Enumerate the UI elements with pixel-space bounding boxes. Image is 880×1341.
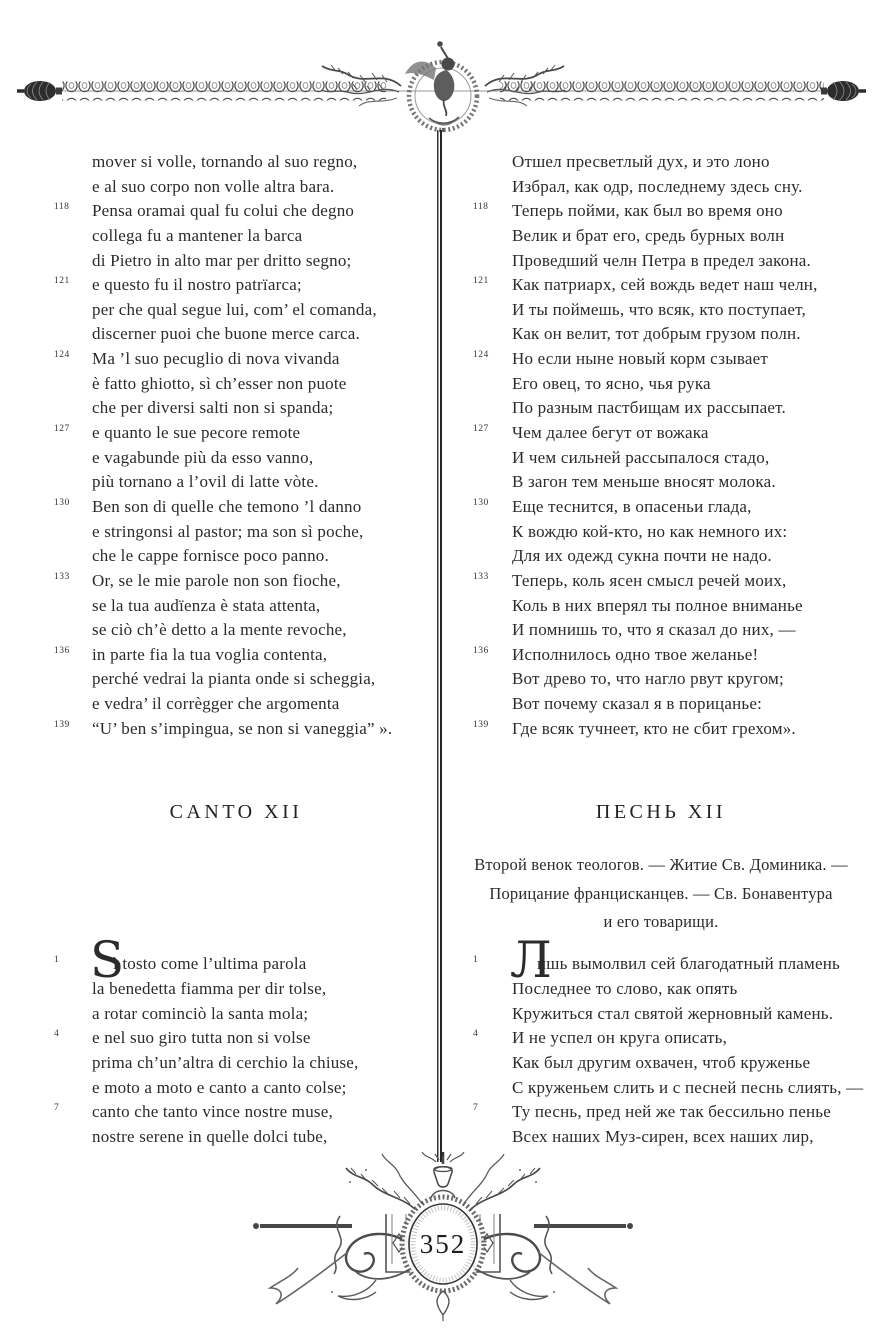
verse-line: [47, 520, 425, 545]
verse-text: Коль в них вперял ты полное вниманье: [512, 595, 803, 615]
verse-text: e vedra’ il corrègger che argomenta: [92, 694, 340, 714]
verse-line: [461, 249, 861, 274]
verse-line: [461, 199, 861, 224]
verse-line: [461, 396, 861, 421]
verse-text: se la tua audïenza è stata attenta,: [92, 595, 321, 615]
verse-line: [461, 667, 861, 692]
verse-line: [461, 446, 861, 471]
line-number: 1: [54, 955, 60, 966]
verse-text: Вот почему сказал я в порицанье:: [512, 694, 762, 714]
line-number: [47, 1076, 92, 1101]
line-number: [461, 618, 512, 643]
verse-line: [461, 569, 861, 594]
line-number: [47, 150, 92, 175]
verse-text: S ì tosto come l’ultima parola: [90, 931, 307, 990]
column-divider-rule: [437, 130, 442, 1162]
verse-text: più tornano a l’ovil di latte vòte.: [92, 472, 319, 492]
verse-text: И ты поймешь, что всяк, кто поступает,: [512, 299, 806, 319]
verse-text: Вот древо то, что нагло рвут кругом;: [512, 669, 784, 689]
line-number: [47, 520, 92, 545]
tailpiece-scrollwork: [253, 1154, 426, 1304]
line-number: 121: [473, 276, 489, 287]
drop-cap-initial: Л: [510, 931, 552, 990]
verse-text: se ciò ch’è detto a la mente revoche,: [92, 620, 347, 640]
header-ornament: [0, 0, 880, 134]
line-number: 133: [473, 571, 489, 582]
line-number: [47, 298, 92, 323]
verse-text: perché vedrai la pianta onde si scheggia,: [92, 669, 376, 689]
verse-text: Кружиться стал святой жерновный камень.: [512, 1003, 834, 1023]
verse-text: Л ишь вымолвил сей благодатный пламень: [510, 931, 841, 990]
verse-text: Велик и брат его, средь бурных волн: [512, 225, 785, 245]
verse-line: [461, 150, 861, 175]
finial-icon: [17, 81, 62, 101]
line-number: [461, 249, 512, 274]
verse-text: collega fu a mantener la barca: [92, 225, 303, 245]
line-number: [47, 1051, 92, 1076]
verse-line: [461, 692, 861, 717]
verse-block-canto12-start: [47, 931, 425, 1149]
verse-line: [461, 372, 861, 397]
verse-text: e vagabunde più da esso vanno,: [92, 447, 314, 467]
verse-text: la benedetta fiamma per dir tolse,: [92, 979, 327, 999]
verse-line: [461, 298, 861, 323]
verse-text: che per diversi salti non si spanda;: [92, 398, 334, 418]
verse-line: [47, 692, 425, 717]
verse-text: di Pietro in alto mar per dritto segno;: [92, 250, 352, 270]
verse-line: [47, 199, 425, 224]
line-number: 1: [473, 955, 479, 966]
verse-text: Избрал, как одр, последнему здесь сну.: [512, 176, 803, 196]
line-number: [47, 544, 92, 569]
verse-text: e moto a moto e canto a canto colse;: [92, 1077, 347, 1097]
line-number: [47, 1002, 92, 1027]
verse-line: [47, 224, 425, 249]
verse-text: e al suo corpo non volle altra bara.: [92, 176, 335, 196]
verse-line: [47, 273, 425, 298]
verse-text: Ben son di quelle che temono ’l danno: [92, 496, 362, 516]
verse-text: per che qual segue lui, com’ el comanda,: [92, 299, 377, 319]
verse-line: [47, 667, 425, 692]
verse-text: Ту песнь, пред ней же так бессильно пенье: [512, 1102, 831, 1122]
line-number: [461, 520, 512, 545]
verse-line: [461, 224, 861, 249]
verse-text: canto che tanto vince nostre muse,: [92, 1102, 333, 1122]
verse-line: [47, 1026, 425, 1051]
verse-text: Как патриарх, сей вождь ведет наш челн,: [512, 275, 818, 295]
verse-text: Последнее то слово, как опять: [512, 979, 738, 999]
verse-text: e nel suo giro tutta non si volse: [92, 1028, 311, 1048]
verse-block-pesn11-end: [461, 150, 861, 741]
verse-text: prima ch’un’altra di cerchio la chiuse,: [92, 1052, 359, 1072]
verse-line: [47, 594, 425, 619]
verse-line: [47, 175, 425, 200]
verse-line: [461, 421, 861, 446]
argument-spacer: [47, 851, 425, 937]
verse-line: [461, 544, 861, 569]
line-number: [47, 667, 92, 692]
line-number: [461, 322, 512, 347]
line-number: [47, 977, 92, 1002]
verse-text: Как он велит, тот добрым грузом полн.: [512, 324, 801, 344]
verse-text: Но если ныне новый корм сзывает: [512, 349, 768, 369]
line-number: 127: [54, 424, 70, 435]
verse-text: Еще теснится, в опасеньи глада,: [512, 496, 752, 516]
verse-text: К вождю кой-кто, но как немного их:: [512, 521, 788, 541]
verse-text: e questo fu il nostro patrïarca;: [92, 275, 302, 295]
verse-text: a rotar cominciò la santa mola;: [92, 1003, 309, 1023]
line-number: [461, 667, 512, 692]
verse-line: [47, 1002, 425, 1027]
verse-text: В загон тем меньше вносят молока.: [512, 472, 776, 492]
canto-heading-russian: ПЕСНЬ XII: [595, 801, 727, 824]
floral-cartouche-tailpiece-graphic: [180, 1152, 700, 1324]
line-number: [461, 1051, 512, 1076]
verse-line: [47, 544, 425, 569]
line-number: [461, 396, 512, 421]
line-number: [461, 692, 512, 717]
verse-line: [47, 1051, 425, 1076]
line-number: 136: [54, 645, 70, 656]
line-number: [461, 1125, 512, 1150]
line-number: 124: [473, 350, 489, 361]
line-number: [461, 544, 512, 569]
verse-text: è fatto ghiotto, sì ch’esser non puote: [92, 373, 347, 393]
line-number: [461, 446, 512, 471]
verse-line: [47, 618, 425, 643]
verse-line: [47, 421, 425, 446]
line-number: [461, 1002, 512, 1027]
verse-text: Pensa oramai qual fu colui che degno: [92, 201, 355, 221]
line-number: [461, 470, 512, 495]
verse-text: nostre serene in quelle dolci tube,: [92, 1126, 328, 1146]
page-number-cartouche: [402, 1191, 484, 1322]
verse-line: [461, 347, 861, 372]
verse-line: [47, 1100, 425, 1125]
verse-line: [47, 569, 425, 594]
verse-line: [47, 249, 425, 274]
line-number: 139: [473, 719, 489, 730]
canto-argument: [461, 851, 861, 937]
verse-line: [47, 396, 425, 421]
verse-line: [461, 1051, 861, 1076]
line-number: 139: [54, 719, 70, 730]
verse-block-canto11-end: [47, 150, 425, 741]
verse-text: Где всяк тучнеет, кто не сбит грехом».: [512, 718, 796, 738]
line-number: [47, 594, 92, 619]
verse-line: [47, 977, 425, 1002]
verse-line: [461, 643, 861, 668]
drop-cap-initial: S: [90, 931, 125, 990]
verse-line: [461, 1125, 861, 1150]
verse-text: Его овец, то ясно, чья рука: [512, 373, 711, 393]
footer-ornament: [180, 1152, 700, 1324]
rope-and-cherub-headpiece-graphic: [0, 0, 880, 134]
verse-line: [461, 1002, 861, 1027]
line-number: [47, 322, 92, 347]
line-number: 7: [54, 1103, 60, 1114]
verse-line: [47, 298, 425, 323]
verse-text: И помнишь то, что я сказал до них, —: [512, 620, 796, 640]
verse-line: [461, 273, 861, 298]
verse-line: [461, 977, 861, 1002]
line-number: [47, 249, 92, 274]
line-number: [461, 594, 512, 619]
line-number: 4: [473, 1029, 479, 1040]
line-number: [47, 175, 92, 200]
line-number: [47, 1125, 92, 1150]
russian-column: [461, 150, 864, 1150]
line-number: [47, 396, 92, 421]
argument-line: Порицание францисканцев. — Св. Бонавентура: [489, 883, 833, 903]
line-number: 121: [54, 276, 70, 287]
verse-text: che le cappe fornisce poco panno.: [92, 546, 329, 566]
verse-text: discerner puoi che buone merce carca.: [92, 324, 360, 344]
line-number: 124: [54, 350, 70, 361]
verse-text: По разным пастбищам их рассыпает.: [512, 398, 786, 418]
page-number: 352: [419, 1229, 467, 1259]
line-number: [461, 977, 512, 1002]
verse-text: Для их одежд сукна почти не надо.: [512, 546, 772, 566]
verse-text: Чем далее бегут от вожака: [512, 423, 709, 443]
verse-block-pesn12-start: [461, 931, 864, 1149]
verse-line: [461, 1100, 861, 1125]
verse-line: [461, 495, 861, 520]
line-number: [47, 692, 92, 717]
line-number: [47, 618, 92, 643]
verse-line: [47, 1125, 425, 1150]
verse-line: [47, 347, 425, 372]
line-number: [47, 372, 92, 397]
verse-text: Or, se le mie parole non son fioche,: [92, 570, 341, 590]
line-number: 130: [54, 497, 70, 508]
argument-line: Второй венок теологов. — Житие Св. Доминика. —: [474, 855, 848, 875]
verse-text: Исполнилось одно твое желанье!: [512, 644, 759, 664]
verse-line: [47, 717, 425, 742]
verse-text: Всех наших Муз-сирен, всех наших лир,: [512, 1126, 814, 1146]
verse-text: Ma ’l suo pecuglio di nova vivanda: [92, 349, 340, 369]
line-number: [461, 372, 512, 397]
line-number: [47, 470, 92, 495]
canto-heading-italian: CANTO XII: [169, 801, 303, 824]
verse-text: Проведший челн Петра в предел закона.: [512, 250, 811, 270]
verse-line: [47, 470, 425, 495]
line-number: 4: [54, 1029, 60, 1040]
italian-column: [47, 150, 425, 1150]
verse-text: И чем сильней рассыпалося стадо,: [512, 447, 770, 467]
verse-line: [461, 470, 861, 495]
argument-line: и его товарищи.: [603, 912, 719, 932]
verse-text: mover si volle, tornando al suo regno,: [92, 152, 358, 171]
verse-line: [47, 322, 425, 347]
line-number: [461, 224, 512, 249]
verse-text: Теперь пойми, как был во время оно: [512, 201, 783, 221]
line-number: 136: [473, 645, 489, 656]
verse-line: [461, 175, 861, 200]
verse-text: e stringonsi al pastor; ma son sì poche,: [92, 521, 364, 541]
verse-line: [461, 618, 861, 643]
verse-text: Отшел пресветлый дух, и это лоно: [512, 152, 770, 171]
verse-line: [47, 446, 425, 471]
line-number: 130: [473, 497, 489, 508]
verse-line: [47, 372, 425, 397]
verse-text: Как был другим охвачен, чтоб круженье: [512, 1052, 811, 1072]
line-number: 133: [54, 571, 70, 582]
verse-line: [461, 1076, 864, 1101]
verse-text: С круженьем слить и с песней песнь слиять, —: [512, 1077, 864, 1097]
verse-line: [461, 594, 861, 619]
verse-line: [461, 322, 861, 347]
line-number: [461, 150, 512, 175]
line-number: 118: [473, 202, 489, 213]
verse-text: e quanto le sue pecore remote: [92, 423, 301, 443]
verse-line: [47, 1076, 425, 1101]
line-number: [461, 175, 512, 200]
line-number: [461, 298, 512, 323]
line-number: 127: [473, 424, 489, 435]
verse-text: Теперь, коль ясен смысл речей моих,: [512, 570, 787, 590]
line-number: [47, 446, 92, 471]
verse-line: [47, 643, 425, 668]
verse-text: “U’ ben s’impingua, se non si vaneggia” ».: [92, 718, 393, 738]
line-number: 118: [54, 202, 70, 213]
verse-line: [47, 495, 425, 520]
line-number: 7: [473, 1103, 479, 1114]
verse-line: [461, 717, 861, 742]
verse-text: in parte fia la tua voglia contenta,: [92, 644, 328, 664]
verse-text: И не успел он круга описать,: [512, 1028, 728, 1048]
vase-finial-icon: [422, 1152, 464, 1187]
verse-line: [461, 520, 861, 545]
verse-line: [461, 1026, 861, 1051]
line-number: [461, 1076, 512, 1101]
line-number: [47, 224, 92, 249]
verse-line: [47, 150, 425, 175]
